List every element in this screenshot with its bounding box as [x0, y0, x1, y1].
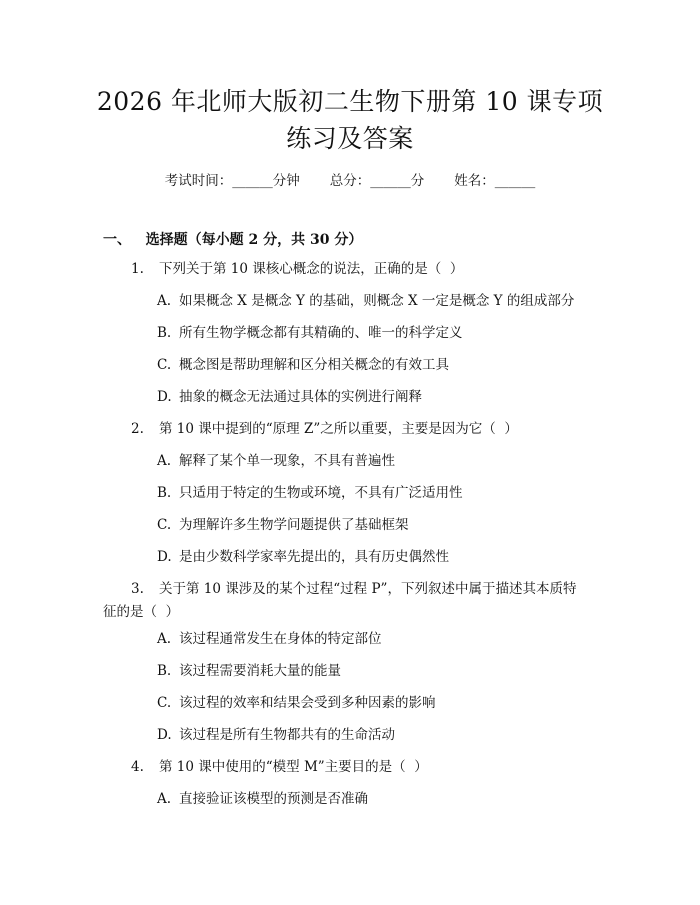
option-text: 该过程的效率和结果会受到多种因素的影响 [179, 695, 436, 711]
question-3-option-a [157, 628, 382, 650]
option-text: 该过程是所有生物都共有的生命活动 [179, 727, 395, 743]
option-letter: A. [157, 791, 172, 807]
question-2-option-a [157, 450, 395, 472]
option-letter: A. [157, 453, 172, 469]
question-3-continuation: 征的是（ ） [103, 604, 180, 620]
option-text: 为理解许多生物学问题提供了基础框架 [179, 517, 409, 533]
option-text: 只适用于特定的生物或环境，不具有广泛适用性 [179, 485, 463, 501]
option-text: 解释了某个单一现象，不具有普遍性 [179, 453, 395, 469]
question-text: 关于第 10 课涉及的某个过程“过程 P”，下列叙述中属于描述其本质特 [159, 581, 577, 597]
question-3-option-d [157, 724, 395, 746]
section-title: 选择题（每小题 2 分，共 30 分） [145, 232, 363, 248]
question-1-option-a [157, 290, 574, 312]
document-title-line-2: 练习及答案 [286, 124, 414, 153]
option-text: 概念图是帮助理解和区分相关概念的有效工具 [179, 357, 449, 373]
score-label: 总分： [329, 173, 371, 189]
option-letter: C. [157, 695, 172, 711]
question-2-option-c [157, 514, 409, 536]
question-1-option-d [157, 386, 422, 408]
question-2-option-b [157, 482, 463, 504]
question-number: 1. [131, 261, 144, 277]
score-blank: ______ [370, 173, 411, 189]
question-number: 3. [131, 581, 144, 597]
exam-info-line [0, 169, 700, 189]
time-blank: ______ [232, 173, 273, 189]
option-letter: C. [157, 357, 172, 373]
option-letter: D. [157, 727, 172, 743]
question-1-option-b [157, 322, 463, 344]
name-blank: ______ [494, 173, 536, 189]
question-3-option-c [157, 692, 436, 714]
question-number: 2. [131, 421, 144, 437]
question-3 [131, 578, 576, 600]
option-letter: C. [157, 517, 172, 533]
question-1 [131, 258, 463, 280]
option-letter: A. [157, 631, 172, 647]
document-title-line-1: 2026 年北师大版初二生物下册第 10 课专项 [96, 87, 604, 116]
option-letter: A. [157, 293, 172, 309]
option-text: 如果概念 X 是概念 Y 的基础，则概念 X 一定是概念 Y 的组成部分 [179, 293, 575, 309]
time-unit: 分钟 [272, 173, 300, 189]
option-letter: D. [157, 549, 172, 565]
question-number: 4. [131, 759, 144, 775]
option-letter: D. [157, 389, 172, 405]
name-label: 姓名： [454, 173, 495, 189]
question-2-option-d [157, 546, 449, 568]
option-text: 抽象的概念无法通过具体的实例进行阐释 [179, 389, 422, 405]
question-text: 第 10 课中使用的“模型 M”主要目的是（ ） [159, 759, 428, 775]
question-3-option-b [157, 660, 341, 682]
option-text: 直接验证该模型的预测是否准确 [179, 791, 368, 807]
option-text: 是由少数科学家率先提出的，具有历史偶然性 [179, 549, 449, 565]
option-letter: B. [157, 325, 172, 341]
question-2 [131, 418, 518, 440]
score-unit: 分 [410, 173, 425, 189]
option-text: 该过程通常发生在身体的特定部位 [179, 631, 382, 647]
question-1-option-c [157, 354, 449, 376]
question-text: 第 10 课中提到的“原理 Z”之所以重要，主要是因为它（ ） [159, 421, 518, 437]
question-4-option-a [157, 788, 368, 810]
option-letter: B. [157, 663, 172, 679]
option-letter: B. [157, 485, 172, 501]
question-text: 下列关于第 10 课核心概念的说法，正确的是（ ） [159, 261, 464, 277]
option-text: 该过程需要消耗大量的能量 [179, 663, 341, 679]
section-heading [103, 229, 362, 249]
time-label: 考试时间： [164, 173, 233, 189]
question-4 [131, 756, 428, 778]
section-number: 一、 [103, 232, 131, 248]
option-text: 所有生物学概念都有其精确的、唯一的科学定义 [179, 325, 463, 341]
